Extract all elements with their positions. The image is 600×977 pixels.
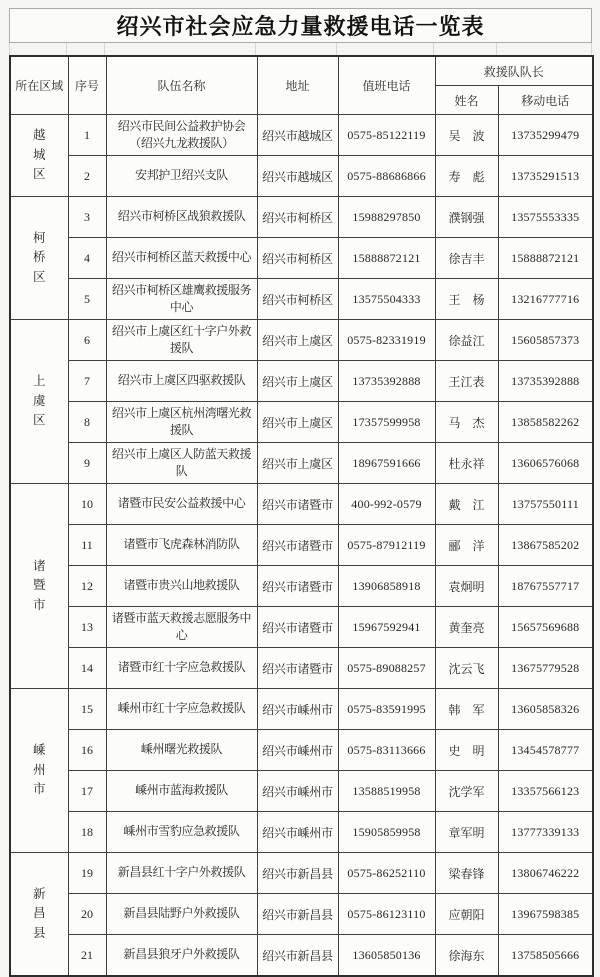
team-cell: 诸暨市蓝天救援志愿服务中心: [106, 607, 257, 648]
leader-name-cell: 吴 波: [435, 115, 498, 156]
leader-mobile-cell: 13806746222: [498, 853, 593, 894]
duty-phone-cell: 17357599958: [338, 402, 435, 443]
address-cell: 绍兴市上虞区: [257, 361, 338, 402]
index-cell: 5: [68, 279, 106, 320]
leader-name-cell: 韩 军: [435, 689, 498, 730]
address-cell: 绍兴市柯桥区: [257, 197, 338, 238]
table-row: [10, 115, 593, 156]
duty-phone-cell: 15988297850: [338, 197, 435, 238]
index-cell: 11: [68, 525, 106, 566]
team-cell: 新昌县陆野户外救援队: [106, 894, 257, 935]
team-cell: 新昌县红十字户外救援队: [106, 853, 257, 894]
team-cell: 嵊州市蓝海救援队: [106, 771, 257, 812]
leader-mobile-cell: 13758505666: [498, 935, 593, 977]
address-cell: 绍兴市嵊州市: [257, 730, 338, 771]
spacer-cell: [67, 43, 105, 55]
table-row: [10, 730, 593, 771]
leader-name-cell: 沈学军: [435, 771, 498, 812]
address-cell: 绍兴市上虞区: [257, 443, 338, 484]
leader-mobile-cell: 13867585202: [498, 525, 593, 566]
table-row: [10, 894, 593, 935]
team-cell: 绍兴市上虞区红十字户外救援队: [106, 320, 257, 361]
index-cell: 15: [68, 689, 106, 730]
index-cell: 6: [68, 320, 106, 361]
team-cell: 诸暨市民安公益救援中心: [106, 484, 257, 525]
region-cell: [10, 484, 68, 689]
address-cell: 绍兴市诸暨市: [257, 648, 338, 689]
table-row: [10, 566, 593, 607]
leader-name-cell: 濮钢强: [435, 197, 498, 238]
duty-phone-cell: 15888872121: [338, 238, 435, 279]
header-duty-phone: 值班电话: [338, 56, 435, 115]
leader-mobile-cell: 15657569688: [498, 607, 593, 648]
region-cell: [10, 689, 68, 853]
index-cell: 9: [68, 443, 106, 484]
address-cell: 绍兴市上虞区: [257, 320, 338, 361]
table-row: [10, 853, 593, 894]
duty-phone-cell: 0575-86252110: [338, 853, 435, 894]
team-cell: 诸暨市贵兴山地救援队: [106, 566, 257, 607]
team-cell: 绍兴市柯桥区雄鹰救援服务中心: [106, 279, 257, 320]
leader-mobile-cell: 13777339133: [498, 812, 593, 853]
header-leader-name: 姓名: [435, 86, 498, 115]
leader-name-cell: 黄奎亮: [435, 607, 498, 648]
leader-name-cell: 应朝阳: [435, 894, 498, 935]
table-row: [10, 525, 593, 566]
index-cell: 19: [68, 853, 106, 894]
address-cell: 绍兴市诸暨市: [257, 525, 338, 566]
duty-phone-cell: 15905859958: [338, 812, 435, 853]
address-cell: 绍兴市上虞区: [257, 402, 338, 443]
address-cell: 绍兴市柯桥区: [257, 238, 338, 279]
table-body: [10, 115, 593, 977]
page-title: 绍兴市社会应急力量救援电话一览表: [9, 8, 592, 43]
duty-phone-cell: 0575-86123110: [338, 894, 435, 935]
address-cell: 绍兴市柯桥区: [257, 279, 338, 320]
index-cell: 7: [68, 361, 106, 402]
index-cell: 10: [68, 484, 106, 525]
team-cell: 绍兴市上虞区四驱救援队: [106, 361, 257, 402]
leader-mobile-cell: 13735299479: [498, 115, 593, 156]
address-cell: 绍兴市嵊州市: [257, 771, 338, 812]
table-row: [10, 156, 593, 197]
team-cell: 绍兴市民间公益救护协会（绍兴九龙救援队）: [106, 115, 257, 156]
duty-phone-cell: 0575-89088257: [338, 648, 435, 689]
index-cell: 3: [68, 197, 106, 238]
leader-name-cell: 王 杨: [435, 279, 498, 320]
spacer-cell: [256, 43, 337, 55]
team-cell: 安邦护卫绍兴支队: [106, 156, 257, 197]
duty-phone-cell: 13588519958: [338, 771, 435, 812]
index-cell: 18: [68, 812, 106, 853]
team-cell: 新昌县狼牙户外救援队: [106, 935, 257, 977]
region-label: 嵊州市: [32, 743, 46, 797]
team-cell: 绍兴市上虞区人防蓝天救援队: [106, 443, 257, 484]
table-row: [10, 812, 593, 853]
table-row: [10, 197, 593, 238]
table-row: [10, 279, 593, 320]
leader-name-cell: 章军明: [435, 812, 498, 853]
team-cell: 嵊州曙光救援队: [106, 730, 257, 771]
duty-phone-cell: 13735392888: [338, 361, 435, 402]
spacer-row: [9, 43, 592, 55]
leader-mobile-cell: 13675779528: [498, 648, 593, 689]
table-row: [10, 484, 593, 525]
region-cell: [10, 197, 68, 320]
leader-name-cell: 王江表: [435, 361, 498, 402]
duty-phone-cell: 13575504333: [338, 279, 435, 320]
region-cell: [10, 320, 68, 484]
leader-mobile-cell: 18767557717: [498, 566, 593, 607]
table-row: [10, 607, 593, 648]
leader-mobile-cell: 13357566123: [498, 771, 593, 812]
leader-name-cell: 史 明: [435, 730, 498, 771]
address-cell: 绍兴市嵊州市: [257, 812, 338, 853]
leader-mobile-cell: 13575553335: [498, 197, 593, 238]
address-cell: 绍兴市新昌县: [257, 853, 338, 894]
leader-name-cell: 郦 洋: [435, 525, 498, 566]
header-leader-mobile: 移动电话: [498, 86, 593, 115]
spacer-cell: [434, 43, 497, 55]
table-row: [10, 689, 593, 730]
leader-name-cell: 杜永祥: [435, 443, 498, 484]
duty-phone-cell: 15967592941: [338, 607, 435, 648]
region-cell: [10, 115, 68, 197]
rescue-phone-table: [9, 55, 594, 977]
duty-phone-cell: 0575-83113666: [338, 730, 435, 771]
address-cell: 绍兴市嵊州市: [257, 689, 338, 730]
table-row: [10, 771, 593, 812]
leader-name-cell: 徐益江: [435, 320, 498, 361]
address-cell: 绍兴市越城区: [257, 115, 338, 156]
duty-phone-cell: 400-992-0579: [338, 484, 435, 525]
spacer-cell: [105, 43, 256, 55]
header-row-1: [10, 56, 593, 86]
table-row: [10, 443, 593, 484]
leader-mobile-cell: 13735392888: [498, 361, 593, 402]
header-team: 队伍名称: [106, 56, 257, 115]
header-index: 序号: [68, 56, 106, 115]
index-cell: 8: [68, 402, 106, 443]
table-row: [10, 238, 593, 279]
leader-name-cell: 沈云飞: [435, 648, 498, 689]
header-address: 地址: [257, 56, 338, 115]
address-cell: 绍兴市新昌县: [257, 894, 338, 935]
spacer-cell: [497, 43, 592, 55]
leader-mobile-cell: 13454578777: [498, 730, 593, 771]
index-cell: 16: [68, 730, 106, 771]
index-cell: 2: [68, 156, 106, 197]
duty-phone-cell: 0575-85122119: [338, 115, 435, 156]
team-cell: 绍兴市上虞区杭州湾曙光救援队: [106, 402, 257, 443]
leader-mobile-cell: 13605858326: [498, 689, 593, 730]
index-cell: 14: [68, 648, 106, 689]
duty-phone-cell: 0575-88686866: [338, 156, 435, 197]
region-label: 诸暨市: [32, 558, 46, 612]
leader-mobile-cell: 13967598385: [498, 894, 593, 935]
address-cell: 绍兴市越城区: [257, 156, 338, 197]
leader-name-cell: 徐吉丰: [435, 238, 498, 279]
team-cell: 嵊州市红十字应急救援队: [106, 689, 257, 730]
duty-phone-cell: 0575-87912119: [338, 525, 435, 566]
duty-phone-cell: 18967591666: [338, 443, 435, 484]
header-region: 所在区域: [10, 56, 68, 115]
region-label: 柯桥区: [32, 230, 46, 284]
address-cell: 绍兴市诸暨市: [257, 607, 338, 648]
team-cell: 嵊州市雪豹应急救援队: [106, 812, 257, 853]
team-cell: 诸暨市飞虎森林消防队: [106, 525, 257, 566]
region-label: 上虞区: [32, 374, 46, 428]
index-cell: 21: [68, 935, 106, 977]
index-cell: 1: [68, 115, 106, 156]
table-row: [10, 402, 593, 443]
duty-phone-cell: 13906858918: [338, 566, 435, 607]
leader-mobile-cell: 13735291513: [498, 156, 593, 197]
address-cell: 绍兴市诸暨市: [257, 566, 338, 607]
duty-phone-cell: 0575-82331919: [338, 320, 435, 361]
address-cell: 绍兴市诸暨市: [257, 484, 338, 525]
address-cell: 绍兴市新昌县: [257, 935, 338, 977]
region-label: 新昌县: [32, 886, 46, 940]
table-row: [10, 361, 593, 402]
leader-mobile-cell: 13606576068: [498, 443, 593, 484]
leader-name-cell: 袁炯明: [435, 566, 498, 607]
table-row: [10, 320, 593, 361]
leader-mobile-cell: 13757550111: [498, 484, 593, 525]
region-cell: [10, 853, 68, 977]
spacer-cell: [9, 43, 67, 55]
header-leader-group: 救援队队长: [435, 56, 593, 86]
leader-mobile-cell: 13858582262: [498, 402, 593, 443]
leader-name-cell: 梁春锋: [435, 853, 498, 894]
leader-name-cell: 寿 彪: [435, 156, 498, 197]
leader-mobile-cell: 15605857373: [498, 320, 593, 361]
leader-mobile-cell: 15888872121: [498, 238, 593, 279]
index-cell: 20: [68, 894, 106, 935]
table-header: [10, 56, 593, 115]
leader-mobile-cell: 13216777716: [498, 279, 593, 320]
team-cell: 诸暨市红十字应急救援队: [106, 648, 257, 689]
duty-phone-cell: 13605850136: [338, 935, 435, 977]
team-cell: 绍兴市柯桥区蓝天救援中心: [106, 238, 257, 279]
index-cell: 12: [68, 566, 106, 607]
leader-name-cell: 徐海东: [435, 935, 498, 977]
leader-name-cell: 戴 江: [435, 484, 498, 525]
duty-phone-cell: 0575-83591995: [338, 689, 435, 730]
team-cell: 绍兴市柯桥区战狼救援队: [106, 197, 257, 238]
index-cell: 17: [68, 771, 106, 812]
region-label: 越城区: [32, 128, 46, 182]
spacer-cell: [337, 43, 434, 55]
index-cell: 4: [68, 238, 106, 279]
table-row: [10, 648, 593, 689]
leader-name-cell: 马 杰: [435, 402, 498, 443]
index-cell: 13: [68, 607, 106, 648]
